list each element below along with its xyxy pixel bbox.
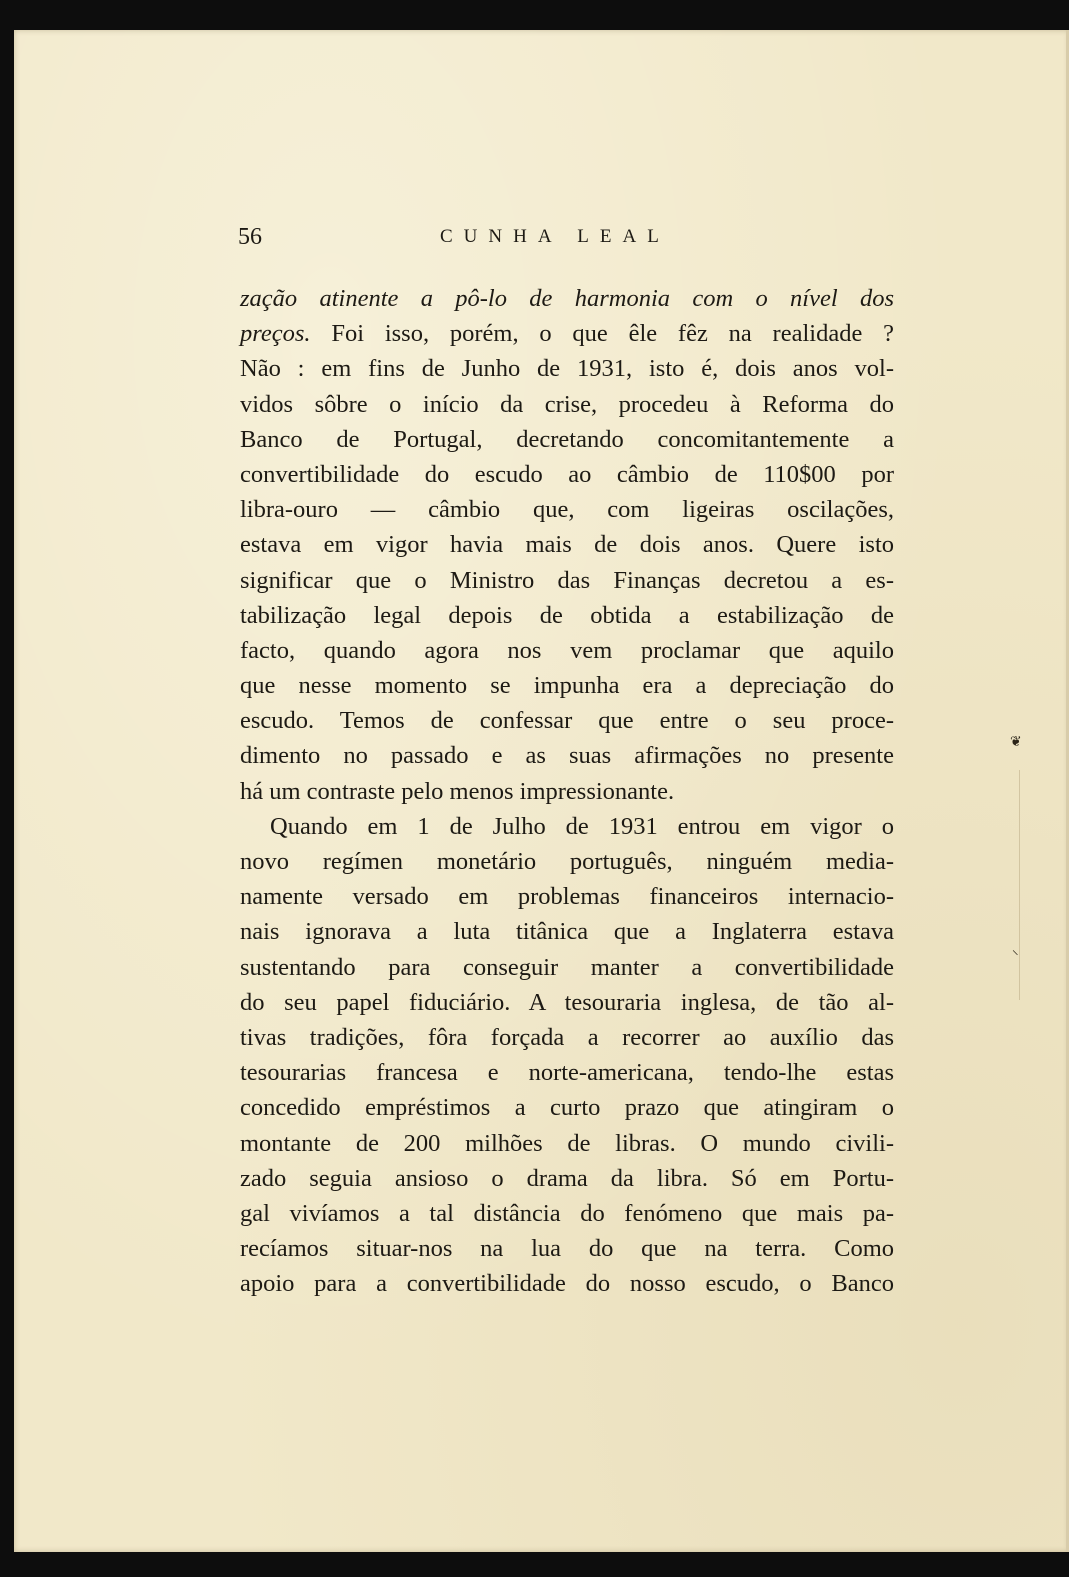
text-line: estava em vigor havia mais de dois anos. Quere isto [240, 531, 894, 559]
text-line: vidos sôbre o início da crise, procedeu à Reforma do [240, 390, 894, 418]
text-line: recíamos situar-nos na lua do que na terra. Como [240, 1235, 894, 1263]
text-line: facto, quando agora nos vem proclamar que aquilo [240, 636, 894, 664]
text-line: Não : em fins de Junho de 1931, isto é, dois anos vol- [240, 355, 894, 383]
text-line: apoio para a convertibilidade do nosso escudo, o Banco [240, 1270, 894, 1298]
text-line: convertibilidade do escudo ao câmbio de 110$00 por [240, 460, 894, 488]
text-line: novo regímen monetário português, ninguém media- [240, 848, 894, 875]
line-text: Foi isso, porém, o que êle fêz na realidade ? [310, 320, 894, 348]
text-line: do seu papel fiduciário. A tesouraria inglesa, de tão al- [240, 988, 894, 1016]
text-line: significar que o Ministro das Finanças decretou a es- [240, 566, 894, 594]
text-line: dimento no passado e as suas afirmações no presente [240, 742, 894, 770]
text-line: zado seguia ansioso o drama da libra. Só em Portu- [240, 1164, 894, 1192]
italic-phrase: preços. [240, 320, 311, 348]
text-line: tivas tradições, fôra forçada a recorrer ao auxílio das [240, 1023, 894, 1051]
text-line: tabilização legal depois de obtida a estabilização de [240, 601, 894, 629]
paper-crease [1019, 770, 1050, 1000]
page-number: 56 [238, 224, 262, 250]
text-line: escudo. Temos de confessar que entre o seu proce- [240, 707, 894, 735]
text-line: que nesse momento se impunha era a depreciação do [240, 672, 894, 700]
text-line: namente versado em problemas financeiros internacio- [240, 883, 894, 911]
page-header [226, 220, 896, 254]
text-line: concedido empréstimos a curto prazo que atingiram o [240, 1094, 894, 1122]
text-line: nais ignorava a luta titânica que a Inglaterra estava [240, 918, 894, 946]
text-line: Quando em 1 de Julho de 1931 entrou em vigor o [270, 812, 894, 840]
text-line [240, 316, 894, 351]
text-line: há um contraste pelo menos impressionante. [240, 777, 675, 805]
margin-mark-icon: ❦ [1010, 734, 1022, 750]
text-line: gal vivíamos a tal distância do fenómeno que mais pa- [240, 1199, 894, 1227]
text-line: Banco de Portugal, decretando concomitantemente a [240, 425, 894, 453]
running-head: CUNHA LEAL [440, 226, 670, 247]
body-text [240, 281, 894, 1301]
text-line [240, 281, 894, 316]
text-line: montante de 200 milhões de libras. O mundo civili- [240, 1129, 894, 1157]
text-line: tesourarias francesa e norte-americana, tendo-lhe estas [240, 1059, 894, 1087]
text-line: sustentando para conseguir manter a convertibilidade [240, 953, 894, 981]
text-line: libra-ouro — câmbio que, com ligeiras oscilações, [240, 496, 894, 524]
margin-tick-icon: ⸜ [1012, 943, 1019, 958]
italic-phrase: zação atinente a pô-lo de harmonia com o nível dos [240, 285, 894, 312]
